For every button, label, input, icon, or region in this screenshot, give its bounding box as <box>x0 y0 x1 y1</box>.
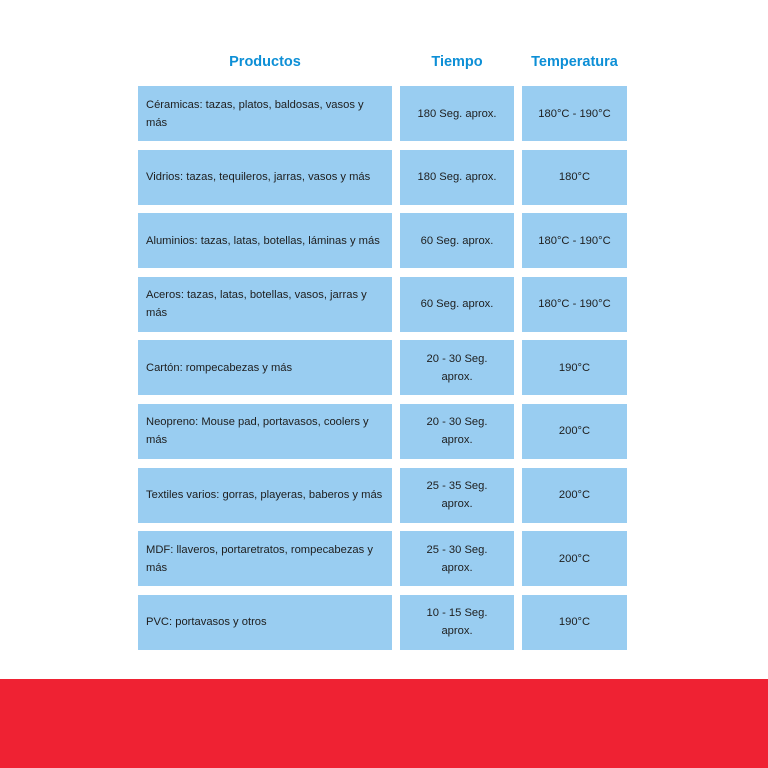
temperature-cell <box>522 150 627 205</box>
time-text: 25 - 30 Seg. aprox. <box>426 543 488 574</box>
time-text: 20 - 30 Seg. aprox. <box>426 416 488 447</box>
table-row <box>138 595 627 650</box>
time-cell <box>400 595 514 650</box>
temperature-text: 180°C - 190°C <box>538 107 611 120</box>
time-text: 180 Seg. aprox. <box>417 107 497 120</box>
temperature-text: 180°C - 190°C <box>538 234 611 247</box>
product-cell <box>138 340 392 395</box>
time-cell <box>400 404 514 459</box>
temperature-cell <box>522 213 627 268</box>
time-text: 60 Seg. aprox. <box>420 298 494 311</box>
temperature-text: 200°C <box>558 489 591 502</box>
product-text: Aluminios: tazas, latas, botellas, láminas y más <box>146 234 380 247</box>
product-cell <box>138 531 392 586</box>
temperature-cell <box>522 531 627 586</box>
table-body <box>138 86 627 650</box>
product-cell <box>138 277 392 332</box>
footer-band <box>0 679 768 768</box>
time-cell <box>400 531 514 586</box>
temperature-cell <box>522 468 627 523</box>
product-text: Céramicas: tazas, platos, baldosas, vasos y más <box>146 98 364 129</box>
time-cell <box>400 150 514 205</box>
time-cell <box>400 213 514 268</box>
temperature-cell <box>522 404 627 459</box>
product-cell <box>138 404 392 459</box>
time-cell <box>400 277 514 332</box>
temperature-text: 190°C <box>558 361 591 374</box>
time-cell <box>400 86 514 141</box>
table-row <box>138 404 627 459</box>
table-row <box>138 468 627 523</box>
product-cell <box>138 213 392 268</box>
header-time: Tiempo <box>431 54 483 70</box>
table-row <box>138 531 627 586</box>
time-cell <box>400 340 514 395</box>
product-text: MDF: llaveros, portaretratos, rompecabezas y más <box>146 543 373 574</box>
product-text: Vidrios: tazas, tequileros, jarras, vasos y más <box>146 171 371 184</box>
product-cell <box>138 86 392 141</box>
temperature-text: 190°C <box>558 616 591 629</box>
table-header-row <box>138 50 627 86</box>
temperature-cell <box>522 277 627 332</box>
product-cell <box>138 150 392 205</box>
table-row <box>138 150 627 205</box>
temperature-cell <box>522 86 627 141</box>
product-cell <box>138 468 392 523</box>
sublimation-table <box>138 50 627 658</box>
product-text: Aceros: tazas, latas, botellas, vasos, jarras y más <box>146 289 367 320</box>
header-products: Productos <box>229 54 301 70</box>
time-text: 10 - 15 Seg. aprox. <box>426 607 488 638</box>
table-row <box>138 277 627 332</box>
product-cell <box>138 595 392 650</box>
temperature-cell <box>522 340 627 395</box>
table-row <box>138 213 627 268</box>
time-text: 180 Seg. aprox. <box>417 171 497 184</box>
temperature-cell <box>522 595 627 650</box>
product-text: PVC: portavasos y otros <box>146 616 267 629</box>
time-cell <box>400 468 514 523</box>
table-row <box>138 86 627 141</box>
header-temperature: Temperatura <box>531 54 618 70</box>
temperature-text: 180°C <box>558 171 591 184</box>
temperature-text: 200°C <box>558 552 591 565</box>
product-text: Cartón: rompecabezas y más <box>146 361 293 374</box>
temperature-text: 180°C - 190°C <box>538 298 611 311</box>
time-text: 25 - 35 Seg. aprox. <box>426 480 488 511</box>
product-text: Textiles varios: gorras, playeras, baberos y más <box>146 489 383 502</box>
time-text: 60 Seg. aprox. <box>420 234 494 247</box>
time-text: 20 - 30 Seg. aprox. <box>426 352 488 383</box>
product-text: Neopreno: Mouse pad, portavasos, coolers y más <box>146 416 369 447</box>
table-row <box>138 340 627 395</box>
temperature-text: 200°C <box>558 425 591 438</box>
